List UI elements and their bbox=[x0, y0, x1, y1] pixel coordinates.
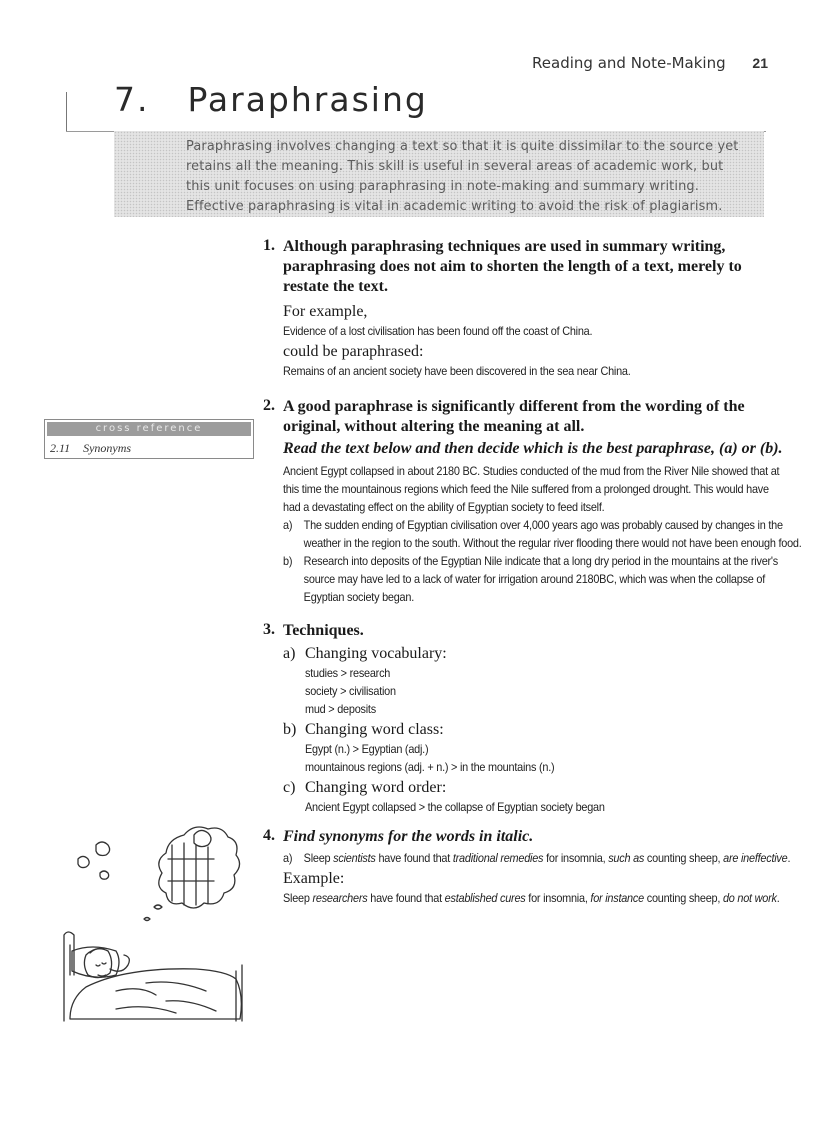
exercise-heading: Find synonyms for the words in italic. bbox=[283, 828, 534, 845]
cross-reference-link bbox=[45, 438, 253, 459]
main-column bbox=[263, 237, 802, 918]
original-sentence: Evidence of a lost civilisation has been found off the coast of China. bbox=[283, 325, 593, 338]
chapter-vertical-rule bbox=[66, 92, 67, 132]
example-label: Example: bbox=[283, 870, 345, 887]
technique-line: mountainous regions (adj. + n.) > in the mountains (n.) bbox=[305, 761, 555, 774]
text-run: for insomnia, bbox=[525, 892, 591, 905]
paraphrased-sentence: Remains of an ancient society have been discovered in the sea near China. bbox=[283, 365, 631, 378]
text-run: counting sheep, bbox=[644, 852, 724, 865]
exercise-number: 2. bbox=[263, 397, 275, 414]
chapter-number: 7. bbox=[114, 80, 150, 119]
could-be-label: could be paraphrased: bbox=[283, 343, 424, 360]
technique-label: c) bbox=[283, 779, 296, 796]
italic-word: traditional remedies bbox=[452, 852, 544, 865]
italic-word: researchers bbox=[312, 892, 368, 905]
text-run: have found that bbox=[367, 892, 445, 905]
option-text: The sudden ending of Egyptian civilisation over 4,000 years ago was probably caused by changes in the weather in the region to the south. Without the regular river flooding there would not have been enough food. bbox=[303, 519, 802, 550]
cross-reference-topic: Synonyms bbox=[83, 441, 132, 455]
for-example-label: For example, bbox=[283, 303, 368, 320]
text-run: . bbox=[776, 892, 780, 905]
technique-line: studies > research bbox=[305, 667, 391, 680]
intro-box bbox=[114, 131, 764, 217]
exercise-4 bbox=[263, 827, 791, 908]
text-run: have found that bbox=[375, 852, 453, 865]
italic-word: are ineffective bbox=[723, 852, 788, 865]
exercise-number: 3. bbox=[263, 621, 275, 638]
running-header bbox=[532, 54, 768, 72]
item-label: a) bbox=[283, 852, 293, 865]
text-run: Sleep bbox=[303, 852, 334, 865]
exercise-number: 1. bbox=[263, 237, 275, 254]
chapter-name: Paraphrasing bbox=[187, 80, 428, 119]
option-b bbox=[283, 553, 802, 607]
technique-title: Changing vocabulary: bbox=[305, 645, 447, 662]
cross-reference-heading: cross reference bbox=[47, 422, 251, 436]
technique-label: b) bbox=[283, 721, 297, 738]
technique-title: Changing word class: bbox=[305, 721, 444, 738]
exercise-instruction: Read the text below and then decide which is the best paraphrase, (a) or (b). bbox=[283, 440, 783, 457]
technique-label: a) bbox=[283, 645, 296, 662]
exercise-heading: A good paraphrase is significantly different from the wording of the original, without altering the meaning at all. bbox=[283, 398, 745, 435]
text-run: Sleep bbox=[283, 892, 313, 905]
chapter-title bbox=[114, 80, 428, 119]
exercise-3 bbox=[263, 621, 783, 817]
italic-word: established cures bbox=[444, 892, 526, 905]
page-number: 21 bbox=[752, 55, 768, 71]
italic-word: scientists bbox=[333, 852, 376, 865]
option-label: b) bbox=[283, 555, 293, 568]
cross-reference-section: 2.11 bbox=[50, 441, 71, 455]
option-label: a) bbox=[283, 519, 293, 532]
technique-c bbox=[283, 777, 783, 817]
technique-line: society > civilisation bbox=[305, 685, 396, 698]
running-title: Reading and Note-Making bbox=[532, 54, 726, 72]
italic-word: do not work bbox=[722, 892, 777, 905]
text-run: for insomnia, bbox=[543, 852, 609, 865]
technique-line: Egypt (n.) > Egyptian (adj.) bbox=[305, 743, 429, 756]
technique-line: mud > deposits bbox=[305, 703, 376, 716]
text-run: . bbox=[787, 852, 791, 865]
synonym-sentence-a bbox=[283, 850, 802, 868]
exercise-1 bbox=[263, 237, 783, 381]
text-run: counting sheep, bbox=[643, 892, 723, 905]
option-text: Research into deposits of the Egyptian Nile indicate that a long dry period in the mountains at the river's source may have led to a lack of water for irrigation around 2180BC, which was when the collapse of Egyptian society began. bbox=[303, 555, 778, 604]
option-a bbox=[283, 517, 802, 553]
example-sentence bbox=[283, 890, 781, 908]
technique-a bbox=[283, 643, 783, 719]
exercise-heading: Although paraphrasing techniques are used in summary writing, paraphrasing does not aim to shorten the length of a text, merely to restate the text. bbox=[283, 238, 742, 295]
technique-title: Changing word order: bbox=[305, 779, 447, 796]
sleeping-person-illustration bbox=[56, 815, 252, 1025]
cross-reference-box bbox=[44, 419, 254, 459]
exercise-heading: Techniques. bbox=[283, 622, 364, 639]
technique-line: Ancient Egypt collapsed > the collapse of Egyptian society began bbox=[305, 801, 605, 814]
exercise-number: 4. bbox=[263, 827, 275, 844]
technique-b bbox=[283, 719, 783, 777]
exercise-2 bbox=[263, 397, 802, 607]
source-passage: Ancient Egypt collapsed in about 2180 BC. Studies conducted of the mud from the River Nile showed that at this time the mountainous regions which feed the Nile suffered from a prolonged drought. This would have had a devastating effect on the ability of Egyptian society to feed itself. bbox=[283, 465, 780, 514]
italic-word: such as bbox=[608, 852, 645, 865]
intro-text: Paraphrasing involves changing a text so that it is quite dissimilar to the source yet retains all the meaning. This skill is useful in several areas of academic work, but this unit focuses on using paraphrasing in note-making and summary writing. Effective paraphrasing is vital in academic writing to avoid the risk of plagiarism. bbox=[186, 139, 739, 214]
italic-word: for instance bbox=[590, 892, 644, 905]
